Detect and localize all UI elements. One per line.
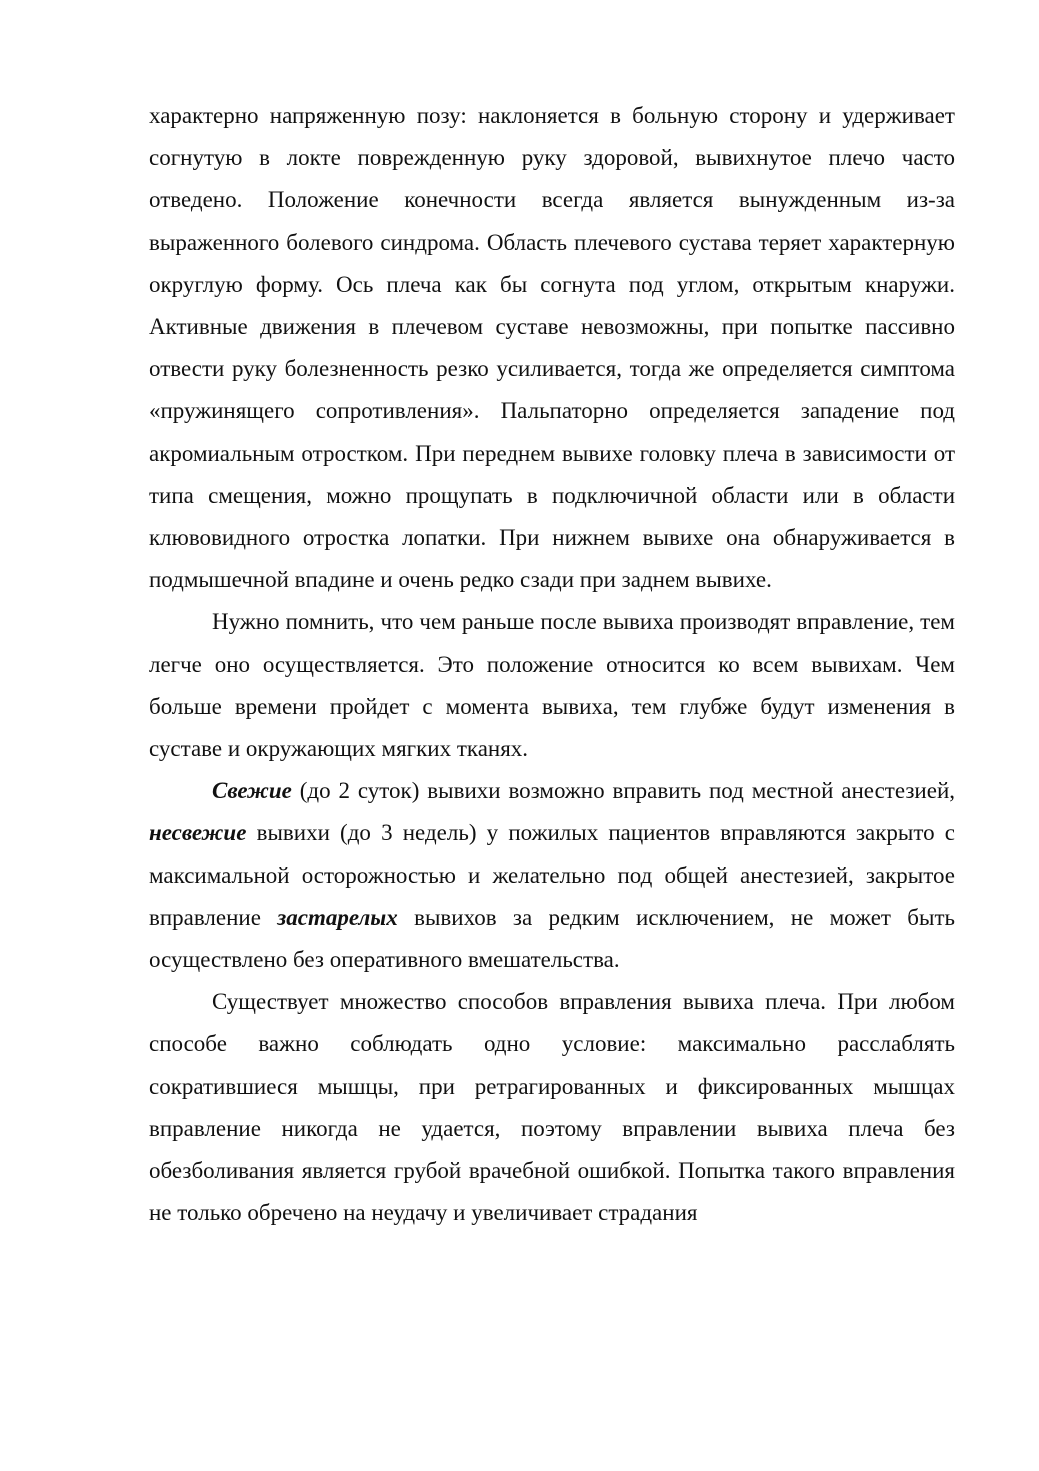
paragraph-text: вывихи (до 3 недель) у пожилых пациентов вправляются закрыто с максимальной осторожностью и желательно под общей анестезией, закрытое вправление — [149, 820, 955, 930]
paragraph-reduction-methods — [149, 981, 955, 1234]
body-text — [149, 95, 955, 1234]
emphasized-term-chronic: застарелых — [277, 904, 398, 930]
emphasized-term-not-fresh: несвежие — [149, 820, 247, 846]
paragraph-symptoms — [149, 95, 955, 601]
paragraph-reduction-timing — [149, 601, 955, 770]
paragraph-text: характерно напряженную позу: наклоняется в больную сторону и удерживает согнутую в локте поврежденную руку здоровой, вывихнутое плечо часто отведено. Положение конечности всегда является вынужденным из-за выраженного болевого синдрома. Область плечевого сустава теряет характерную округлую форму. Ось плеча как бы согнута под углом, открытым кнаружи. Активные движения в плечевом суставе невозможны, при попытке пассивно отвести руку болезненность резко усиливается, тогда же определяется симптома «пружинящего сопротивления». Пальпаторно определяется западение под акромиальным отростком. При переднем вывихе головку плеча в зависимости от типа смещения, можно прощупать в подключичной области или в области клювовидного отростка лопатки. При нижнем вывихе она обнаруживается в подмышечной впадине и очень редко сзади при заднем вывихе. — [149, 103, 955, 593]
paragraph-text: (до 2 суток) вывихи возможно вправить под местной анестезией, — [291, 778, 955, 804]
paragraph-text: вывихов за редким исключением, не может быть осуществлено без оперативного вмешательства. — [149, 904, 955, 973]
paragraph-text: Существует множество способов вправления вывиха плеча. При любом способе важно соблюдать одно условие: максимально расслаблять сократившиеся мышцы, при ретрагированных и фиксированных мышцах вправление никогда не удается, поэтому вправлении вывиха плеча без обезболивания является грубой врачебной ошибкой. Попытка такого вправления не только обречено на неудачу и увеличивает страдания — [149, 989, 955, 1226]
emphasized-term-fresh: Свежие — [212, 778, 292, 804]
paragraph-text: Нужно помнить, что чем раньше после вывиха производят вправление, тем легче оно осуществляется. Это положение относится ко всем вывихам. Чем больше времени пройдет с момента вывиха, тем глубже будут изменения в суставе и окружающих мягких тканях. — [149, 609, 955, 762]
paragraph-dislocation-types — [149, 770, 955, 981]
